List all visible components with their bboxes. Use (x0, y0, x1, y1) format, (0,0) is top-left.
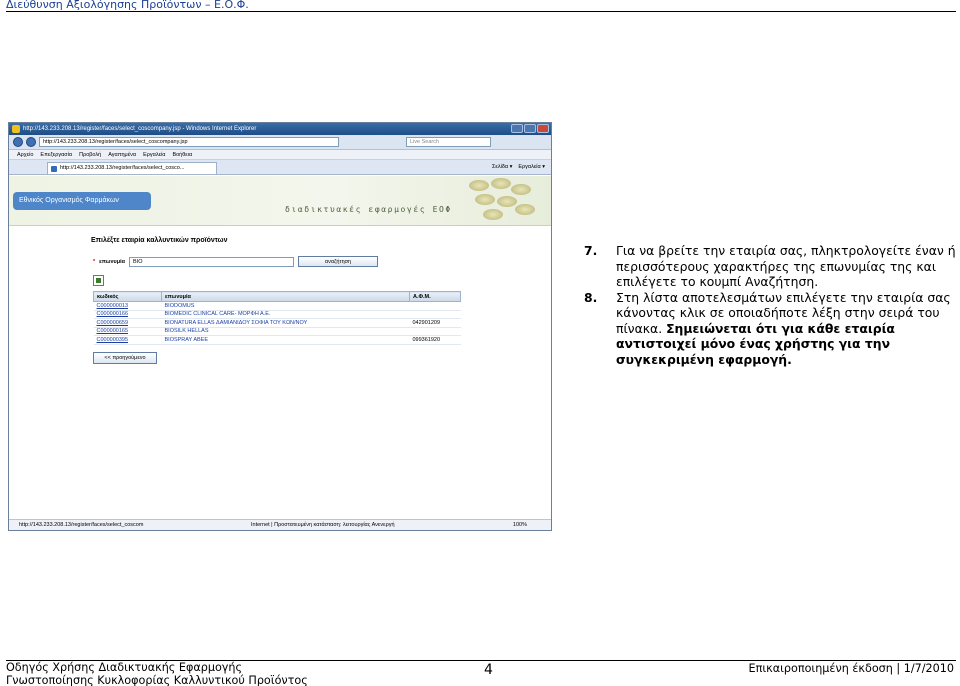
cell-code[interactable]: C000000013 (94, 302, 162, 311)
cell-name[interactable]: BIOSILK HELLAS (162, 327, 410, 336)
table-header-row (94, 292, 461, 302)
menu-item-edit[interactable]: Επεξεργασία (40, 152, 73, 158)
back-arrow-icon[interactable] (13, 137, 23, 147)
browser-screenshot (8, 122, 552, 531)
banner-text: διαδικτυακές εφαρμογές ΕΟΦ (285, 205, 452, 214)
table-row[interactable] (94, 336, 461, 345)
step-number: 7. (584, 243, 598, 258)
pill-shape (511, 184, 531, 195)
pill-shape (491, 178, 511, 189)
cell-afm[interactable] (410, 302, 461, 311)
search-field-row (93, 256, 378, 267)
table-row[interactable] (94, 319, 461, 328)
footer-left (6, 662, 308, 686)
cell-afm[interactable] (410, 310, 461, 319)
footer-doc-subtitle: Γνωστοποίησης Κυκλοφορίας Καλλυντικού Προϊόντος (6, 673, 308, 686)
minimize-icon[interactable] (511, 124, 523, 133)
table-row[interactable] (94, 327, 461, 336)
step-number: 8. (584, 289, 598, 305)
company-name-input[interactable]: BIO (129, 257, 294, 267)
column-header-afm[interactable]: Α.Φ.Μ. (410, 292, 461, 302)
footer-doc-title: Οδηγός Χρήσης Διαδικτυακής Εφαρμογής (6, 661, 243, 674)
step-7 (584, 243, 956, 290)
column-header-name[interactable]: επωνυμία (162, 292, 410, 302)
previous-button[interactable]: << προηγούμενο (93, 352, 157, 364)
cell-code[interactable]: C000000659 (94, 319, 162, 328)
page-content (9, 176, 551, 520)
cell-name[interactable]: BIOMEDIC CLINICAL CARE- ΜΟΡΦΗ Α.Ε. (162, 310, 410, 319)
cell-afm[interactable]: 042901209 (410, 319, 461, 328)
menu-item-file[interactable]: Αρχείο (17, 152, 34, 158)
header-title: Διεύθυνση Αξιολόγησης Προϊόντων – Ε.Ο.Φ. (6, 0, 249, 11)
cell-code[interactable]: C000000395 (94, 336, 162, 345)
eof-logo: Εθνικός Οργανισμός Φαρμάκων (13, 192, 151, 210)
instructions (584, 243, 956, 367)
menu-item-favorites[interactable]: Αγαπημένα (108, 152, 137, 158)
cell-afm[interactable]: 099361920 (410, 336, 461, 345)
close-icon[interactable] (537, 124, 549, 133)
form-title: Επιλέξτε εταιρία καλλυντικών προϊόντων (91, 237, 228, 244)
pill-shape (483, 209, 503, 220)
step-note: Σημειώνεται ότι για κάθε εταιρία αντιστοιχεί μόνο ένας χρήστης για την συγκεκριμένη εφαρμογή. (616, 320, 895, 367)
search-button[interactable]: αναζήτηση (298, 256, 378, 267)
tab-bar (9, 160, 551, 175)
step-text: Στη λίστα αποτελεσμάτων επιλέγετε την εταιρία σας κάνοντας κλικ σε οποιαδήποτε λέξη στην σειρά του πίνακα. (616, 289, 951, 336)
tools-menu[interactable]: Εργαλεία ▾ (518, 164, 545, 170)
excel-export-icon[interactable] (93, 275, 104, 286)
pills-image (465, 176, 537, 224)
status-bar (9, 519, 551, 530)
pill-shape (515, 204, 535, 215)
status-url: http://143.233.208.13/register/faces/select_coscom (19, 522, 144, 528)
field-label: επωνυμία (99, 258, 125, 265)
step-text: Για να βρείτε την εταιρία σας, πληκτρολογείτε έναν ή περισσότερους χαρακτήρες της επωνυμίας της και επιλέγετε το κουμπί Αναζήτηση. (616, 243, 956, 289)
menu-item-help[interactable]: Βοήθεια (172, 152, 193, 158)
window-title: http://143.233.208.13/register/faces/select_coscompany.jsp - Windows Internet Explorer (23, 126, 257, 132)
cell-name[interactable]: BIOSPRAY ABEE (162, 336, 410, 345)
command-bar (492, 163, 545, 172)
tab-current[interactable]: http://143.233.208.13/register/faces/select_cosco... (47, 162, 217, 174)
pill-shape (475, 194, 495, 205)
cell-code[interactable]: C000000165 (94, 327, 162, 336)
maximize-icon[interactable] (524, 124, 536, 133)
page-menu[interactable]: Σελίδα ▾ (492, 164, 513, 170)
status-zone: Internet | Προστατευμένη κατάσταση: λειτουργίας Ανενεργή (251, 522, 395, 528)
pill-shape (469, 180, 489, 191)
cell-name[interactable]: BIODOMUS (162, 302, 410, 311)
table-row[interactable] (94, 302, 461, 311)
table-row[interactable] (94, 310, 461, 319)
results-table (93, 291, 461, 345)
cell-afm[interactable] (410, 327, 461, 336)
step-8 (584, 290, 956, 368)
required-marker: * (93, 258, 96, 265)
pill-shape (497, 196, 517, 207)
menu-bar (9, 150, 551, 160)
page-number: 4 (484, 662, 493, 678)
menu-item-tools[interactable]: Εργαλεία (143, 152, 166, 158)
ie-icon (12, 125, 20, 133)
eof-banner (9, 176, 551, 226)
footer-version: Επικαιροποιημένη έκδοση | 1/7/2010 (748, 662, 954, 675)
live-search-input[interactable]: Live Search (406, 137, 491, 147)
zoom-level[interactable]: 100% (512, 522, 527, 528)
forward-arrow-icon[interactable] (26, 137, 36, 147)
address-input[interactable]: http://143.233.208.13/register/faces/select_coscompany.jsp (39, 137, 339, 147)
cell-name[interactable]: BIONATURA ELLAS ΔΑΜΙΑΝΙΔΟΥ ΣΟΦΙΑ ΤΟΥ ΚΩΝ/ΝΟΥ (162, 319, 410, 328)
cell-code[interactable]: C000000166 (94, 310, 162, 319)
menu-item-view[interactable]: Προβολή (79, 152, 102, 158)
column-header-code[interactable]: κωδικός (94, 292, 162, 302)
window-buttons (511, 124, 549, 133)
ie-title-bar (9, 123, 551, 135)
page-header (6, 0, 956, 12)
